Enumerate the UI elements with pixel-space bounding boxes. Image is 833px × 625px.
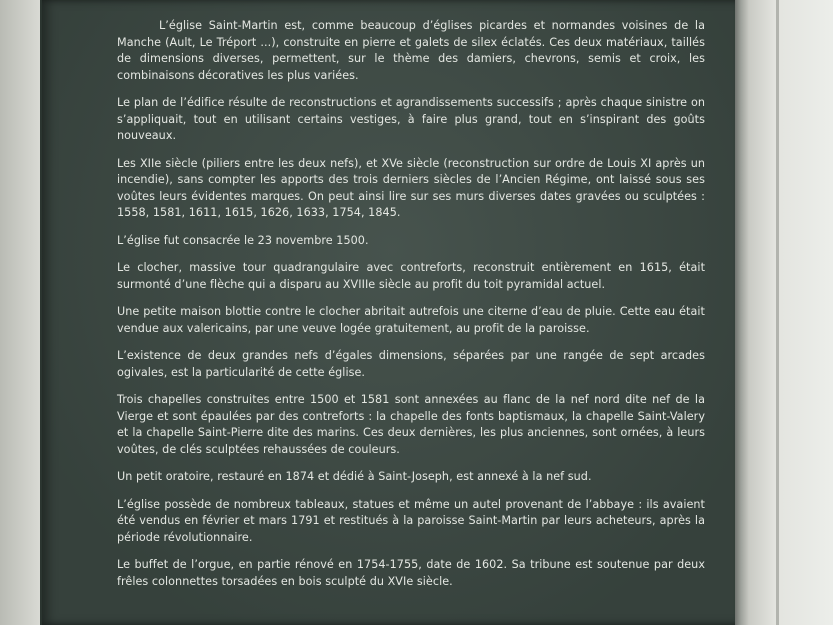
paragraph-organ: Le buffet de l’orgue, en partie rénové en 1754-1755, date de 1602. Sa tribune est soutenue par deux frêles colonnettes torsadées en bois sculpté du XVIe siècle.	[117, 558, 705, 588]
wall-frame	[735, 0, 833, 625]
paragraph-bell-tower: Le clocher, massive tour quadrangulaire avec contreforts, reconstruit entièrement en 1615, était surmonté d’une flèche qui a disparu au XVIIIe siècle au profit du toit pyramidal actuel.	[117, 261, 705, 291]
information-panel	[40, 0, 742, 625]
paragraph-chapels: Trois chapelles construites entre 1500 et 1581 sont annexées au flanc de la nef nord dite nef de la Vierge et sont épaulées par des contreforts : la chapelle des fonts baptismaux, la chapelle Saint-Valery et la chapelle Saint-Pierre dite des marins. Ces deux dernières, les plus anciennes, sont ornées, à leurs voûtes, de clés sculptées rehaussées de couleurs.	[117, 393, 705, 456]
frame-edge	[776, 0, 779, 625]
paragraph-centuries: Les XIIe siècle (piliers entre les deux nefs), et XVe siècle (reconstruction sur ordre de Louis XI après un incendie), sans compter les apports des trois derniers siècles de l’Ancien Régime, ont laissé sous ses voûtes leurs évidentes marques. On peut ainsi lire sur ses murs diverses dates gravées ou sculptées : 1558, 1581, 1611, 1615, 1626, 1633, 1754, 1845.	[117, 156, 705, 219]
paragraph-paintings: L’église possède de nombreux tableaux, statues et même un autel provenant de l’abbaye : ils avaient été vendus en février et mars 1791 et restitués à la paroisse Saint-Martin par leurs acheteurs, après la période révolutionnaire.	[117, 497, 705, 544]
paragraph-cistern-house: Une petite maison blottie contre le clocher abritait autrefois une citerne d’eau de pluie. Cette eau était vendue aux valericains, par une veuve logée gratuitement, au profit de la paroisse.	[117, 305, 705, 335]
paragraph-materials: L’église Saint-Martin est, comme beaucoup d’églises picardes et normandes voisines de la Manche (Ault, Le Tréport ...), construite en pierre et galets de silex éclatés. Ces deux matériaux, taillés de dimensions diverses, permettent, sur le thème des damiers, chevrons, semis et croix, les combinaisons décoratives les plus variées.	[117, 19, 705, 82]
paragraph-consecration: L’église fut consacrée le 23 novembre 1500.	[117, 233, 369, 247]
paragraph-plan: Le plan de l’édifice résulte de reconstructions et agrandissements successifs ; après chaque sinistre on s’appliquait, tout en utilisant certains vestiges, à faire plus grand, tout en s’inspirant des goûts nouveaux.	[117, 96, 705, 142]
panel-text	[117, 18, 705, 601]
paragraph-oratory: Un petit oratoire, restauré en 1874 et dédié à Saint-Joseph, est annexé à la nef sud.	[117, 470, 592, 483]
paragraph-naves: L’existence de deux grandes nefs d’égales dimensions, séparées par une rangée de sept arcades ogivales, est la particularité de cette église.	[117, 349, 705, 379]
